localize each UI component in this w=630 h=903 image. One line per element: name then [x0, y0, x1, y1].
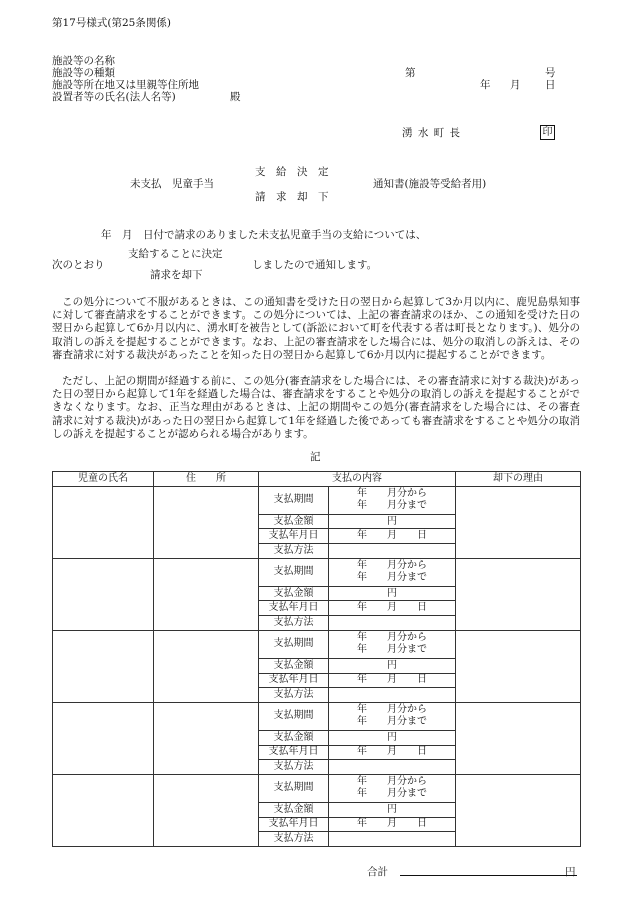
facility-name-label: 施設等の名称: [52, 55, 115, 67]
amount-value[interactable]: 円: [329, 586, 456, 601]
header-address: 住 所: [154, 472, 259, 487]
period-value[interactable]: [329, 630, 456, 658]
child-name-cell[interactable]: [53, 486, 154, 558]
period-to: 年 月分まで: [357, 500, 427, 512]
seal-icon: 印: [540, 125, 555, 140]
table-row: [53, 702, 581, 730]
date-value[interactable]: 年 月 日: [329, 673, 456, 688]
date-day: 日: [545, 79, 556, 91]
address-cell[interactable]: [154, 486, 259, 558]
issuer-title: 湧 水 町 長: [402, 127, 462, 139]
table-row: [53, 558, 581, 586]
row-label-amount: 支払金額: [259, 802, 329, 817]
decision-prefix: 次のとおり: [52, 259, 105, 271]
row-label-amount: 支払金額: [259, 514, 329, 529]
seal-mark: [540, 125, 555, 140]
reason-cell[interactable]: [456, 486, 581, 558]
row-label-period: 支払期間: [259, 558, 329, 586]
method-value[interactable]: [329, 832, 456, 847]
period-to: 年 月分まで: [357, 644, 427, 656]
total-label: 合計: [367, 866, 388, 878]
ki-heading: 記: [310, 451, 321, 463]
period-to: 年 月分まで: [357, 716, 427, 728]
title-left: 未支払 児童手当: [130, 178, 214, 190]
method-value[interactable]: [329, 760, 456, 775]
title-right: 通知書(施設等受給者用): [373, 178, 487, 190]
reason-cell[interactable]: [456, 702, 581, 774]
child-name-cell[interactable]: [53, 774, 154, 846]
header-child-name: 児童の氏名: [53, 472, 154, 487]
reason-cell[interactable]: [456, 774, 581, 846]
address-cell[interactable]: [154, 630, 259, 702]
payment-table: [52, 471, 581, 847]
address-cell[interactable]: [154, 702, 259, 774]
row-label-period: 支払期間: [259, 774, 329, 802]
row-label-date: 支払年月日: [259, 529, 329, 544]
amount-value[interactable]: 円: [329, 514, 456, 529]
period-from: 年 月分から: [357, 704, 427, 716]
child-name-cell[interactable]: [53, 702, 154, 774]
header-reason: 却下の理由: [456, 472, 581, 487]
row-label-date: 支払年月日: [259, 673, 329, 688]
doc-number-suffix: 号: [545, 67, 556, 79]
period-value[interactable]: [329, 486, 456, 514]
amount-value[interactable]: 円: [329, 802, 456, 817]
table-row: [53, 486, 581, 514]
date-value[interactable]: 年 月 日: [329, 529, 456, 544]
honorific: 殿: [230, 91, 241, 103]
title-upper: 支 給 決 定: [255, 166, 329, 178]
period-value[interactable]: [329, 702, 456, 730]
notice-paragraph-2: ただし、上記の期間が経過する前に、この処分(審査請求をした場合には、その審査請求に対する裁決)があった日の翌日から起算して1年を経過した場合は、審査請求をすることや処分の取消しの訴えを提起することができなくなります。なお、正当な理由があるときは、上記の期間やこの処分(審査請求をした場合には、その審査請求に対する裁決)があった日の翌日から起算して1年を経過した後であっても審査請求をすることや処分の取消しの訴えを提起することが認められる場合があります。: [52, 375, 580, 440]
facility-address-label: 施設等所在地又は里親等住所地: [52, 79, 199, 91]
period-from: 年 月分から: [357, 776, 427, 788]
row-label-amount: 支払金額: [259, 658, 329, 673]
period-value[interactable]: [329, 558, 456, 586]
child-name-cell[interactable]: [53, 630, 154, 702]
date-year: 年: [480, 79, 491, 91]
title-lower: 請 求 却 下: [255, 191, 329, 203]
header-payment-content: 支払の内容: [259, 472, 456, 487]
child-name-cell[interactable]: [53, 558, 154, 630]
form-number: 第17号様式(第25条関係): [52, 17, 171, 29]
row-label-amount: 支払金額: [259, 730, 329, 745]
table-row: [53, 774, 581, 802]
operator-name-label: 設置者等の氏名(法人名等): [52, 91, 176, 103]
intro-text: 年 月 日付で請求のありました未支払児童手当の支給については、: [101, 229, 427, 241]
period-from: 年 月分から: [357, 560, 427, 572]
row-label-method: 支払方法: [259, 760, 329, 775]
doc-number-prefix: 第: [405, 67, 416, 79]
row-label-period: 支払期間: [259, 486, 329, 514]
facility-type-label: 施設等の種類: [52, 67, 115, 79]
date-month: 月: [510, 79, 521, 91]
notice-paragraph-1: この処分について不服があるときは、この通知書を受けた日の翌日から起算して3か月以内に、鹿児島県知事に対して審査請求をすることができます。この処分については、上記の審査請求のほか、この通知を受けた日の翌日から起算して6か月以内に、湧水町を被告として(訴訟において町を代表する者は町長となります。)、処分の取消しの訴えを提起することができます。なお、上記の審査請求をした場合には、処分の取消しの訴えは、その審査請求に対する裁決があったことを知った日の翌日から起算して6か月以内に提起することができます。: [52, 296, 580, 361]
method-value[interactable]: [329, 616, 456, 631]
total-unit: 円: [565, 866, 576, 878]
reason-cell[interactable]: [456, 630, 581, 702]
period-to: 年 月分まで: [357, 572, 427, 584]
address-cell[interactable]: [154, 558, 259, 630]
date-value[interactable]: 年 月 日: [329, 601, 456, 616]
row-label-date: 支払年月日: [259, 601, 329, 616]
decision-suffix: しましたので通知します。: [252, 259, 378, 271]
reason-cell[interactable]: [456, 558, 581, 630]
row-label-date: 支払年月日: [259, 817, 329, 832]
method-value[interactable]: [329, 544, 456, 559]
row-label-method: 支払方法: [259, 544, 329, 559]
total-line: [400, 875, 577, 876]
period-value[interactable]: [329, 774, 456, 802]
date-value[interactable]: 年 月 日: [329, 817, 456, 832]
row-label-period: 支払期間: [259, 702, 329, 730]
period-from: 年 月分から: [357, 632, 427, 644]
address-cell[interactable]: [154, 774, 259, 846]
date-value[interactable]: 年 月 日: [329, 745, 456, 760]
decision-lower: 請求を却下: [150, 269, 203, 281]
decision-upper: 支給することに決定: [128, 248, 223, 260]
table-row: [53, 630, 581, 658]
row-label-method: 支払方法: [259, 832, 329, 847]
amount-value[interactable]: 円: [329, 658, 456, 673]
row-label-amount: 支払金額: [259, 586, 329, 601]
row-label-date: 支払年月日: [259, 745, 329, 760]
row-label-method: 支払方法: [259, 688, 329, 703]
period-to: 年 月分まで: [357, 788, 427, 800]
row-label-period: 支払期間: [259, 630, 329, 658]
amount-value[interactable]: 円: [329, 730, 456, 745]
period-from: 年 月分から: [357, 488, 427, 500]
row-label-method: 支払方法: [259, 616, 329, 631]
method-value[interactable]: [329, 688, 456, 703]
